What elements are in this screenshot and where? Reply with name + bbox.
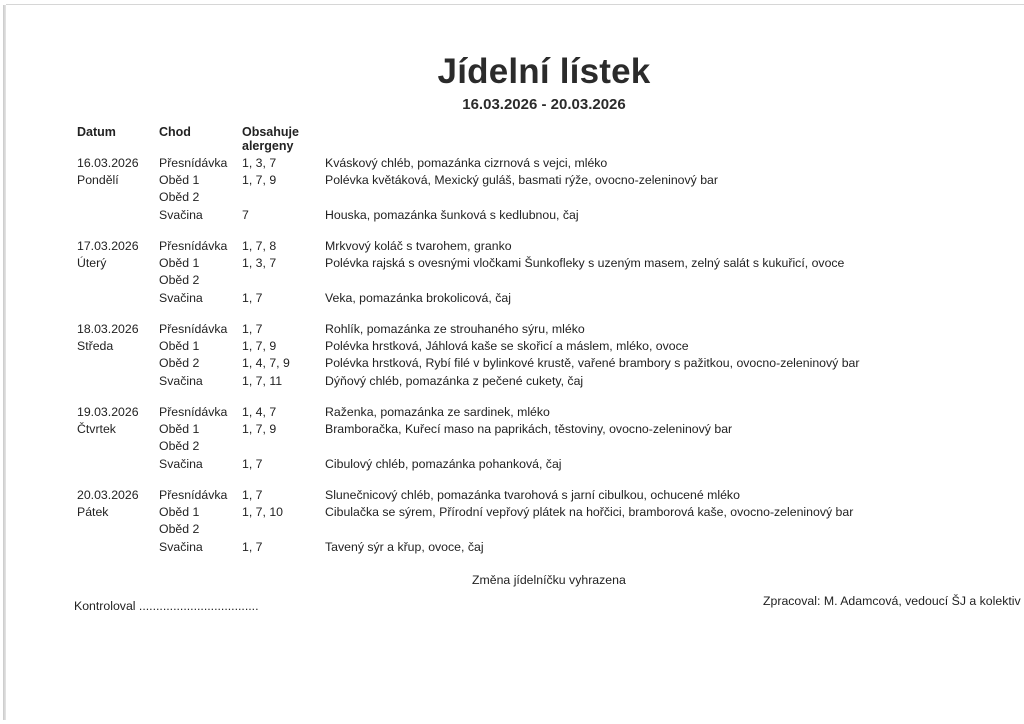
- course-label: Svačina: [159, 208, 203, 222]
- menu-item: Houska, pomazánka šunková s kedlubnou, čaj: [325, 208, 579, 222]
- course-label: Přesnídávka: [159, 239, 228, 253]
- allergens: 1, 7, 9: [242, 422, 277, 436]
- menu-item: Kváskový chléb, pomazánka cizrnová s vejci, mléko: [325, 156, 608, 170]
- allergens: 1, 7: [242, 291, 263, 305]
- course-label: Přesnídávka: [159, 156, 228, 170]
- menu-item: Polévka květáková, Mexický guláš, basmati rýže, ovocno-zeleninový bar: [325, 173, 718, 187]
- header-date: Datum: [77, 125, 116, 139]
- allergens: 1, 7: [242, 322, 263, 336]
- course-label: Oběd 1: [159, 505, 200, 519]
- day-weekday: Úterý: [77, 256, 107, 270]
- scan-top-edge: [6, 4, 1024, 5]
- header-course: Chod: [159, 125, 191, 139]
- allergens: 1, 7, 9: [242, 339, 277, 353]
- day-weekday: Pátek: [77, 505, 109, 519]
- course-label: Oběd 1: [159, 256, 200, 270]
- menu-item: Dýňový chléb, pomazánka z pečené cukety, čaj: [325, 374, 584, 388]
- course-label: Svačina: [159, 374, 203, 388]
- prepared-by: Zpracoval: M. Adamcová, vedoucí ŠJ a kolektiv: [763, 594, 1021, 608]
- allergens: 1, 4, 7: [242, 405, 277, 419]
- menu-item: Tavený sýr a křup, ovoce, čaj: [325, 540, 484, 554]
- menu-item: Polévka hrstková, Jáhlová kaše se skořicí a máslem, mléko, ovoce: [325, 339, 689, 353]
- course-label: Oběd 2: [159, 190, 200, 204]
- allergens: 1, 7, 11: [242, 374, 283, 388]
- day-date: 16.03.2026: [77, 156, 139, 170]
- day-weekday: Čtvrtek: [77, 422, 116, 436]
- page-title: Jídelní lístek: [437, 52, 651, 91]
- header-allergens: Obsahuje alergeny: [242, 125, 299, 153]
- allergens: 1, 7: [242, 488, 263, 502]
- allergens: 1, 7, 10: [242, 505, 284, 519]
- menu-item: Polévka rajská s ovesnými vločkami Šunkofleky s uzeným masem, zelný salát s kukuřicí, ovoce: [325, 256, 845, 270]
- menu-item: Mrkvový koláč s tvarohem, granko: [325, 239, 512, 253]
- allergens: 1, 4, 7, 9: [242, 356, 290, 370]
- course-label: Oběd 2: [159, 439, 200, 453]
- menu-item: Raženka, pomazánka ze sardinek, mléko: [325, 405, 550, 419]
- course-label: Oběd 1: [159, 173, 200, 187]
- day-weekday: Pondělí: [77, 173, 119, 187]
- day-date: 20.03.2026: [77, 488, 139, 502]
- change-notice: Změna jídelníčku vyhrazena: [472, 573, 626, 587]
- allergens: 1, 3, 7: [242, 256, 277, 270]
- day-date: 18.03.2026: [77, 322, 139, 336]
- menu-item: Cibulový chléb, pomazánka pohanková, čaj: [325, 457, 562, 471]
- course-label: Svačina: [159, 540, 203, 554]
- day-weekday: Středa: [77, 339, 114, 353]
- allergens: 1, 3, 7: [242, 156, 277, 170]
- course-label: Oběd 1: [159, 339, 200, 353]
- day-date: 19.03.2026: [77, 405, 139, 419]
- course-label: Svačina: [159, 291, 203, 305]
- menu-item: Rohlík, pomazánka ze strouhaného sýru, mléko: [325, 322, 585, 336]
- course-label: Oběd 1: [159, 422, 200, 436]
- allergens: 7: [242, 208, 249, 222]
- menu-item: Veka, pomazánka brokolicová, čaj: [325, 291, 511, 305]
- allergens: 1, 7: [242, 540, 263, 554]
- menu-item: Slunečnicový chléb, pomazánka tvarohová s jarní cibulkou, ochucené mléko: [325, 488, 740, 502]
- checked-by-signature: Kontroloval ...................................: [74, 599, 259, 613]
- menu-item: Cibulačka se sýrem, Přírodní vepřový plátek na hořčici, bramborová kaše, ovocno-zeleninový bar: [325, 505, 854, 519]
- course-label: Oběd 2: [159, 356, 200, 370]
- course-label: Přesnídávka: [159, 405, 228, 419]
- allergens: 1, 7: [242, 457, 263, 471]
- date-range: 16.03.2026 - 20.03.2026: [462, 96, 626, 113]
- course-label: Oběd 2: [159, 273, 200, 287]
- menu-item: Bramboračka, Kuřecí maso na paprikách, těstoviny, ovocno-zeleninový bar: [325, 422, 733, 436]
- course-label: Přesnídávka: [159, 322, 228, 336]
- menu-item: Polévka hrstková, Rybí filé v bylinkové krustě, vařené brambory s pažitkou, ovocno-zeleninový bar: [325, 356, 860, 370]
- course-label: Oběd 2: [159, 522, 200, 536]
- allergens: 1, 7, 8: [242, 239, 277, 253]
- course-label: Svačina: [159, 457, 203, 471]
- course-label: Přesnídávka: [159, 488, 228, 502]
- allergens: 1, 7, 9: [242, 173, 277, 187]
- day-date: 17.03.2026: [77, 239, 139, 253]
